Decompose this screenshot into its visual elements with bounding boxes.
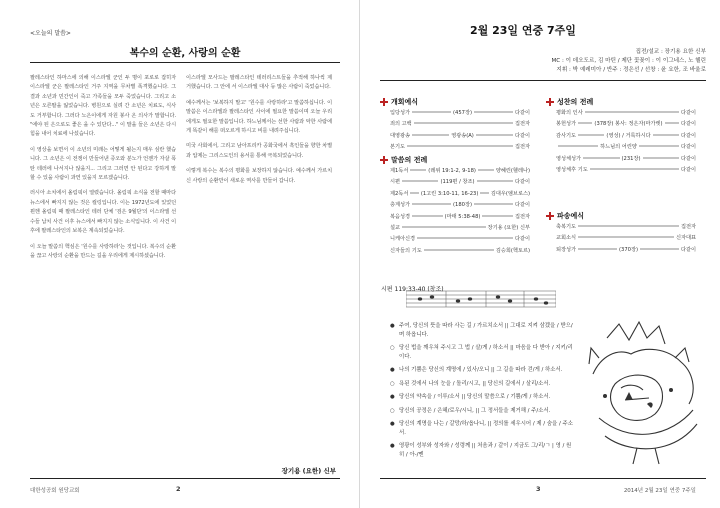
liturgy-role: 집전자 (514, 121, 530, 128)
liturgy-item: 영성체성가 (556, 155, 582, 162)
liturgy-role: 김대우(엠브로스) (490, 190, 530, 197)
liturgy-row (390, 213, 530, 224)
psalm-verse (390, 380, 576, 389)
liturgy-item: 감사기도 (556, 132, 577, 139)
sermon-paragraph: 팔레스타인 하마스에 의해 이스라엘 군인 두 명이 포로로 잡히자 이스라엘 군은 팔레스타인 거주 지역을 무차별 폭격했습니다. 그 결과 소년과 민간인이 죽고 가족들을 모두 죽었습니다. 그리고 소년은 오른팔을 잃었습니다. 병원으로 실려 간 소년은 치료도, 식사도 거부합니다. 그러다 노은이에게 자원 봉사 온 의사가 말합니다. "에야 된 은으로도 좋은 을 수 있단다..." 이 말을 들은 소년은 다시 힘을 내어 치료에 나섰습니다. (30, 75, 176, 138)
liturgy-item: 본기도 (390, 144, 406, 151)
liturgy-item: 제1독서 (390, 168, 409, 174)
liturgy-item: 교회소식 (556, 235, 577, 242)
liturgy-list (390, 109, 530, 155)
liturgy-item: 죄의 고백 (390, 121, 412, 128)
section-tag: <오늘의 말씀> (30, 30, 71, 37)
verse-text: 당신 법을 깨우쳐 주시고 그 법 / 살/게 / 하소서 || 마음을 다 받아 / 지키/리이다. (399, 345, 573, 360)
liturgy-row (556, 109, 696, 120)
page-number-right: 3 (536, 485, 541, 493)
page-number-left: 2 (176, 485, 181, 493)
leader-line (474, 112, 513, 113)
section-title: 말씀의 전례 (391, 156, 428, 164)
header-rule (380, 80, 706, 81)
leader-line (412, 134, 449, 135)
footer-rule (380, 478, 706, 479)
section-title: 파송예식 (557, 212, 585, 220)
liturgy-row (390, 109, 530, 120)
section-sending (546, 211, 584, 221)
leader-line (474, 204, 513, 205)
sermon-column-2 (186, 74, 332, 192)
liturgy-item: 시편 (390, 179, 401, 186)
liturgy-role: 장기용 (요한) 신부 (487, 224, 530, 231)
liturgy-detail: (231장) (621, 155, 641, 162)
leader-line (412, 112, 451, 113)
leader-line (578, 226, 679, 227)
verse-text: 주여, 당신의 뜻을 따라 사는 길 / 가르치소서 || 그대로 지켜 삼겠을 / 받으/며 하옵니다. (399, 323, 573, 338)
service-date-footer: 2014년 2월 23일 연중 7주일 (623, 488, 696, 494)
liturgy-item: 설교 (390, 224, 401, 231)
liturgy-role: 다같이 (680, 166, 696, 173)
liturgy-role: 집전자 (680, 224, 696, 230)
leader-line (665, 123, 679, 124)
liturgy-role: 집전자 (514, 213, 530, 220)
liturgy-item: 층계성가 (390, 202, 411, 209)
verse-marker: ● (390, 367, 395, 374)
verse-text: 욕된 것에서 나의 눈을 / 돌리/시고, || 당신의 길에서 / 살리/소서. (399, 380, 551, 387)
leader-line (410, 170, 426, 171)
liturgy-row (556, 223, 696, 234)
section-eucharist (546, 97, 593, 107)
psalm-label: 시편 119:33-40 (창조) (381, 286, 444, 293)
liturgy-role: 다같이 (514, 110, 530, 116)
leader-line (424, 249, 494, 250)
liturgy-row (390, 143, 530, 154)
verse-text: 당신의 공정은 / 은혜/로우/시니, || 그 정서들을 제거해 / 주/소서. (399, 407, 551, 414)
liturgy-role: 다같이 (514, 179, 531, 186)
service-credits (380, 48, 706, 75)
leader-line (412, 204, 451, 205)
liturgy-role: 다같이 (680, 110, 696, 116)
psalm-responses (390, 322, 576, 464)
liturgy-detail: (180장) (453, 202, 472, 209)
leader-line (585, 112, 679, 113)
leader-line (643, 157, 679, 158)
credit-line: 집전/설교 : 장기용 요한 신부 (635, 49, 706, 55)
liturgy-list (556, 223, 696, 257)
verse-text: 당신의 계명을 나는 / 갈망/하/옵나니, || 정의를 세우시어 / 제 / 숨을 / 주소서. (399, 420, 573, 436)
psalm-verse (390, 366, 576, 375)
credit-line: 지휘 : 박 예레미아 / 반주 : 정은선 / 선창 : 윤 요한, 조 바울로 (556, 67, 706, 73)
leader-line (417, 238, 513, 239)
liturgy-detail: (영성) / 거룩하시다 (606, 132, 651, 139)
leader-line (402, 226, 486, 227)
liturgy-role: 양혜린(헬레나) (495, 168, 530, 174)
verse-marker: ● (390, 443, 395, 450)
section-opening (380, 97, 418, 107)
sermon-paragraph: 이 오늘 말씀의 핵심은 '원수를 사랑하라'는 것입니다. 복수의 순환을 끊고 사랑의 순환을 만드는 길을 우리에게 제시하셨습니다. (30, 243, 176, 259)
psalm-verse (390, 322, 576, 340)
footer-rule (30, 478, 340, 479)
hands-bread-illustration-icon (585, 318, 707, 468)
psalm-verse (390, 420, 576, 438)
liturgy-row (390, 247, 530, 258)
liturgy-detail: (1고린 3:10-11, 16-23) (420, 190, 479, 197)
section-word (380, 155, 427, 165)
liturgy-detail: (370장) (619, 246, 638, 253)
cross-icon (380, 98, 388, 106)
leader-line (583, 157, 619, 158)
liturgy-row (390, 235, 530, 246)
leader-line (653, 134, 679, 135)
sermon-paragraph: 예수께서는 '보복하지 말고' '원수를 사랑하라'고 말씀하십니다. 이 말씀은 이스라엘과 팔레스타인 사이에 필요한 말씀이며 오늘 우리에게도 필요한 말씀입니다. 하느님께서는 선한 사람과 악한 사람에게 똑같이 해를 떠오르게 하시고 비를 내려주십니다. (186, 99, 332, 135)
liturgy-list (390, 167, 530, 258)
liturgy-detail: (119편 / 창조) (440, 179, 475, 186)
liturgy-role: 집전자 (514, 144, 530, 151)
sermon-paragraph: 이 영상을 보면서 이 소년의 미래는 어떻게 될는지 매우 심란 했습니다. 그 소년은 이 전쟁이 만들어낸 증오와 분노가 언젠가 자살 폭탄 테러에 나서지나 않을지... 그리고 그러면 안 된다고 강하게 말할 수 있을 사람이 과연 있을지 모르겠습니다. (30, 146, 176, 182)
leader-line (414, 123, 513, 124)
liturgy-detail: 영광송(A) (451, 132, 474, 139)
liturgy-row (390, 132, 530, 143)
leader-line (407, 146, 513, 147)
cross-icon (546, 212, 554, 220)
liturgy-role: 다같이 (514, 202, 530, 209)
psalm-verse (390, 442, 576, 460)
psalm-verse (390, 393, 576, 402)
credit-line: MC : 이 데오도르, 김 마틴 / 제단 꽃꽂이 : 이 이그네스, 노 헬린 (551, 58, 706, 64)
liturgy-list (556, 109, 696, 177)
liturgy-detail: (457장) (453, 110, 472, 116)
sermon-paragraph: 미국 사회에서, 그리고 남아프리카 공화국에서 흑인들을 향한 차별과 압제는 그리스도인의 용서를 통해 극복되었습니다. (186, 143, 332, 159)
liturgy-row (556, 246, 696, 257)
liturgy-item: 제2독서 (390, 190, 409, 197)
leader-line (578, 248, 617, 249)
sermon-paragraph: 이스라엘 모사드는 팔레스타인 테러리스트들을 추적해 하나씩 제거했습니다. 그 안에 서 이스라엘 대사 등 많은 사람이 죽었습니다. (186, 75, 332, 91)
liturgy-item: 신자들의 기도 (390, 247, 422, 254)
liturgy-row (556, 132, 696, 143)
cross-icon (380, 156, 388, 164)
liturgy-role: 다같이 (680, 132, 697, 139)
liturgy-row (390, 190, 530, 201)
liturgy-row (556, 234, 696, 245)
leader-line (412, 215, 443, 216)
liturgy-detail: (마태 5:38-48) (444, 213, 481, 220)
sermon-paragraph: 러시아 소치에서 올림픽이 열렸습니다. 올림픽 소식을 전할 때마다 뉴스에서 빠지지 않는 것은 컬링입니다. 이는 1972년도에 있었던 뮌헨 올림픽 때 팔레스타인 테러 단체 '검은 9월단'의 이스라엘 선수들 납치 사건 이후 뉴스에서 빠지지 않는 소식입니다. 이 사건 이후에 팔레스타인의 보복은 계속되었습니다. (30, 190, 176, 235)
verse-marker: ● (390, 420, 395, 427)
liturgy-item: 니케아신경 (390, 236, 416, 243)
liturgy-item: 봉헌성가 (556, 121, 577, 128)
sermon-column-1 (30, 74, 176, 267)
sermon-author: 장기용 (요한) 신부 (281, 467, 336, 475)
verse-marker: ● (390, 394, 395, 401)
liturgy-role: 다같이 (680, 144, 696, 151)
section-title: 성찬의 전례 (557, 98, 594, 106)
liturgy-item: 복음성경 (390, 213, 411, 220)
liturgy-row (390, 224, 530, 235)
liturgy-row (390, 120, 530, 131)
leader-line (476, 134, 513, 135)
liturgy-role: 다같이 (680, 121, 696, 128)
leader-line (402, 181, 438, 182)
verse-marker: ○ (390, 380, 395, 387)
liturgy-detail: (378장) 봉사: 정은자(마가렛) (594, 121, 663, 128)
verse-marker: ○ (390, 345, 395, 352)
leader-line (578, 134, 604, 135)
verse-marker: ○ (390, 407, 395, 414)
leader-line (558, 146, 598, 147)
verse-text: 당신의 약속을 / 이루/소서 || 당신의 말씀으로 / 기쁨/게 / 하소서. (399, 394, 551, 401)
music-staff-icon (406, 287, 556, 311)
leader-line (478, 170, 494, 171)
leader-line (410, 192, 419, 193)
liturgy-row (556, 143, 696, 154)
liturgy-role: 다같이 (514, 236, 530, 243)
liturgy-role: 다같이 (514, 132, 531, 139)
cross-icon (546, 98, 554, 106)
liturgy-row (390, 178, 530, 189)
liturgy-row (556, 166, 696, 177)
liturgy-item: 평화의 인사 (556, 110, 583, 116)
liturgy-role: 김승희(헥토르) (495, 247, 530, 254)
liturgy-item: 입당성가 (390, 110, 411, 116)
section-title: 개회예식 (391, 98, 419, 106)
sermon-paragraph: 이렇게 복수는 복수의 평화를 보장하지 않습니다. 예수께서 가르치신 사랑의 순환만이 새로운 역사를 만들어 갑니다. (186, 168, 332, 184)
verse-text: 나의 기쁨은 당신의 계명에 / 있사/오니 || 그 길을 따라 걷/게 / 하소서. (399, 367, 563, 374)
verse-marker: ● (390, 323, 395, 329)
liturgy-role: 다같이 (680, 155, 697, 162)
service-title: 2월 23일 연중 7주일 (470, 24, 576, 37)
leader-line (590, 168, 679, 169)
verse-text: 영광이 성부와 성자와 / 성령께 || 처음과 / 같이 / 지금도 그/리/ㄱ | 영 / 원히 / 아-/멘 (399, 443, 572, 458)
sermon-title: 복수의 순환, 사랑의 순환 (129, 48, 241, 59)
leader-line (640, 248, 679, 249)
liturgy-item: 퇴장성가 (556, 246, 577, 253)
leader-line (639, 146, 679, 147)
liturgy-item: 축복기도 (556, 224, 577, 230)
leader-line (480, 192, 489, 193)
liturgy-detail: (레위 19:1-2, 9-18) (428, 168, 476, 174)
leader-line (578, 123, 592, 124)
church-name: 대한성공회 원당교회 (30, 488, 80, 494)
liturgy-row (556, 120, 696, 131)
title-rule (30, 62, 340, 63)
liturgy-role: 신자대표 (675, 235, 696, 242)
liturgy-row (390, 167, 530, 178)
leader-line (578, 237, 674, 238)
psalm-verse (390, 407, 576, 416)
liturgy-item: 영성체후 기도 (556, 166, 588, 173)
liturgy-row (390, 201, 530, 212)
leader-line (482, 215, 513, 216)
liturgy-item: 대영광송 (390, 132, 411, 139)
liturgy-role: 다같이 (680, 246, 696, 253)
right-page (360, 0, 720, 508)
liturgy-row (556, 155, 696, 166)
leader-line (477, 181, 513, 182)
psalm-verse (390, 344, 576, 362)
liturgy-detail: 하느님의 어린양 (600, 144, 637, 151)
